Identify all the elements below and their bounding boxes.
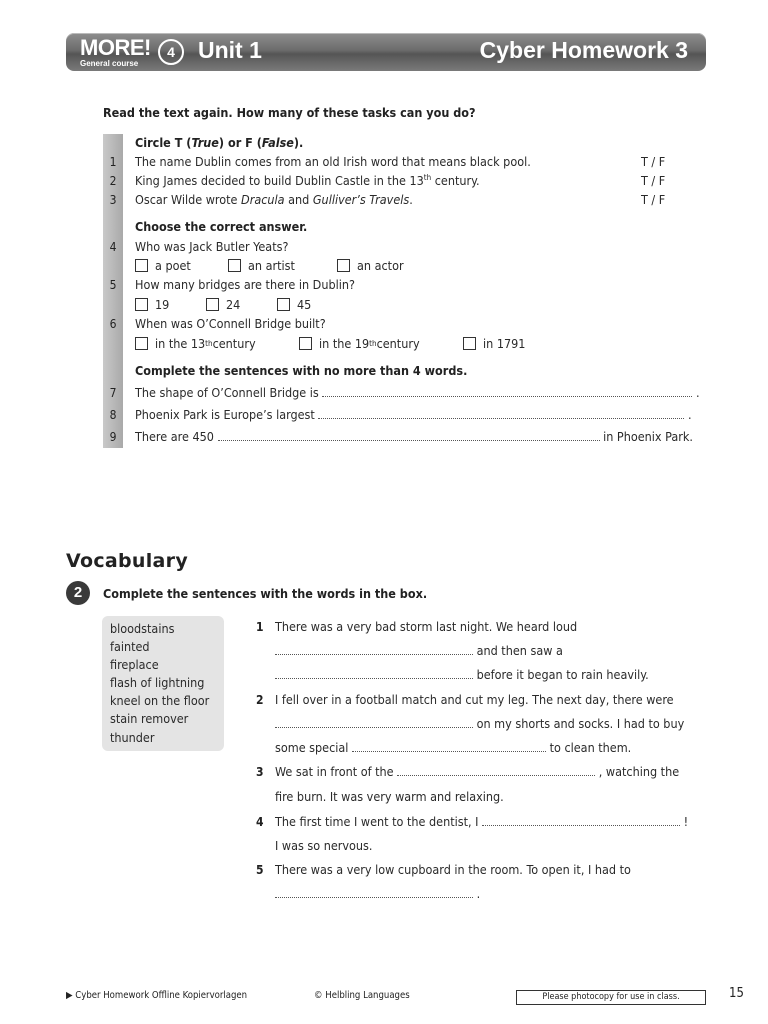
sentence-line: There was a very bad storm last night. We heard loud bbox=[275, 619, 578, 634]
answer-blank[interactable] bbox=[322, 386, 692, 397]
course-label: General course bbox=[80, 59, 139, 68]
reading-instruction: Read the text again. How many of these tasks can you do? bbox=[103, 105, 476, 120]
checkbox[interactable] bbox=[277, 298, 290, 311]
mc-option[interactable]: 24 bbox=[206, 297, 240, 312]
tf-choice[interactable]: T / F bbox=[641, 173, 666, 188]
word-item: thunder bbox=[110, 730, 155, 745]
word-item: bloodstains bbox=[110, 621, 175, 636]
checkbox[interactable] bbox=[337, 259, 350, 272]
mc-option[interactable]: in the 13 th century bbox=[135, 336, 256, 351]
tf-choice[interactable]: T / F bbox=[641, 154, 666, 169]
complete-heading: Complete the sentences with no more than 4 words. bbox=[135, 363, 468, 378]
answer-blank[interactable] bbox=[275, 717, 473, 728]
answer-blank[interactable] bbox=[275, 887, 473, 898]
word-item: flash of lightning bbox=[110, 675, 205, 690]
photocopy-notice: Please photocopy for use in class. bbox=[516, 990, 706, 1005]
word-item: kneel on the floor bbox=[110, 693, 210, 708]
item-number: 2 bbox=[109, 174, 117, 188]
checkbox[interactable] bbox=[135, 298, 148, 311]
header-banner bbox=[66, 33, 706, 71]
answer-blank[interactable] bbox=[482, 815, 680, 826]
unit-label: Unit 1 bbox=[198, 37, 262, 63]
item-number: 7 bbox=[109, 386, 117, 400]
tf-choice[interactable]: T / F bbox=[641, 192, 666, 207]
answer-blank[interactable] bbox=[397, 765, 595, 776]
footer-source: ▶ Cyber Homework Offline Kopiervorlagen bbox=[66, 990, 248, 1001]
checkbox[interactable] bbox=[206, 298, 219, 311]
sentence-line: We sat in front of the , watching the bbox=[275, 764, 680, 779]
word-box bbox=[102, 616, 224, 751]
mc-option[interactable]: in 1791 bbox=[463, 336, 525, 351]
sentence-number: 1 bbox=[256, 620, 264, 634]
mc-option[interactable]: an actor bbox=[337, 258, 404, 273]
checkbox[interactable] bbox=[135, 259, 148, 272]
word-item: fireplace bbox=[110, 657, 159, 672]
sentence-line: and then saw a bbox=[275, 643, 563, 658]
tf-heading: Circle T (True) or F (False). bbox=[135, 135, 304, 150]
checkbox[interactable] bbox=[299, 337, 312, 350]
mc-question: Who was Jack Butler Yeats? bbox=[135, 239, 289, 254]
item-number: 8 bbox=[109, 408, 117, 422]
exercise-number-badge: 2 bbox=[66, 581, 90, 605]
footer-copyright: © Helbling Languages bbox=[314, 990, 410, 1001]
mc-option[interactable]: 45 bbox=[277, 297, 311, 312]
sentence-line: fire burn. It was very warm and relaxing. bbox=[275, 789, 504, 804]
word-item: stain remover bbox=[110, 711, 189, 726]
checkbox[interactable] bbox=[463, 337, 476, 350]
item-number: 5 bbox=[109, 278, 117, 292]
item-number: 3 bbox=[109, 193, 117, 207]
answer-blank[interactable] bbox=[218, 430, 600, 441]
checkbox[interactable] bbox=[228, 259, 241, 272]
mc-option[interactable]: 19 bbox=[135, 297, 169, 312]
item-number: 4 bbox=[109, 240, 117, 254]
level-badge: 4 bbox=[158, 39, 184, 65]
mc-option[interactable]: an artist bbox=[228, 258, 295, 273]
sentence-number: 5 bbox=[256, 863, 264, 877]
mc-option[interactable]: in the 19 th century bbox=[299, 336, 420, 351]
play-arrow-icon: ▶ bbox=[66, 990, 73, 1001]
complete-sentence: Phoenix Park is Europe’s largest . bbox=[135, 407, 692, 422]
answer-blank[interactable] bbox=[275, 644, 473, 655]
tf-statement: Oscar Wilde wrote Dracula and Gulliver’s Travels. bbox=[135, 192, 413, 207]
page-number: 15 bbox=[729, 986, 744, 1001]
sentence-line: on my shorts and socks. I had to buy bbox=[275, 716, 684, 731]
mc-option[interactable]: a poet bbox=[135, 258, 191, 273]
vocab-instruction: Complete the sentences with the words in the box. bbox=[103, 586, 428, 601]
answer-blank[interactable] bbox=[318, 408, 684, 419]
tf-statement: The name Dublin comes from an old Irish word that means black pool. bbox=[135, 154, 531, 169]
section-heading: Vocabulary bbox=[66, 550, 189, 572]
complete-sentence: There are 450 in Phoenix Park. bbox=[135, 429, 693, 444]
sentence-line: . bbox=[275, 886, 480, 901]
item-number: 9 bbox=[109, 430, 117, 444]
mc-question: When was O’Connell Bridge built? bbox=[135, 316, 326, 331]
sentence-line: The first time I went to the dentist, I ! bbox=[275, 814, 689, 829]
sentence-number: 3 bbox=[256, 765, 264, 779]
sentence-number: 4 bbox=[256, 815, 264, 829]
sentence-number: 2 bbox=[256, 693, 264, 707]
mc-question: How many bridges are there in Dublin? bbox=[135, 277, 355, 292]
answer-blank[interactable] bbox=[352, 741, 546, 752]
sentence-line: I was so nervous. bbox=[275, 838, 373, 853]
answer-blank[interactable] bbox=[275, 668, 473, 679]
tf-statement: King James decided to build Dublin Castle in the 13th century. bbox=[135, 173, 480, 189]
sentence-line: There was a very low cupboard in the room. To open it, I had to bbox=[275, 862, 631, 877]
item-number: 1 bbox=[109, 155, 117, 169]
checkbox[interactable] bbox=[135, 337, 148, 350]
complete-sentence: The shape of O’Connell Bridge is . bbox=[135, 385, 700, 400]
mc-heading: Choose the correct answer. bbox=[135, 219, 308, 234]
sentence-line: before it began to rain heavily. bbox=[275, 667, 649, 682]
brand-logo: MORE! bbox=[80, 35, 151, 60]
word-item: fainted bbox=[110, 639, 150, 654]
page-title: Cyber Homework 3 bbox=[479, 37, 688, 63]
sentence-line: some special to clean them. bbox=[275, 740, 632, 755]
sentence-line: I fell over in a football match and cut my leg. The next day, there were bbox=[275, 692, 674, 707]
item-number: 6 bbox=[109, 317, 117, 331]
